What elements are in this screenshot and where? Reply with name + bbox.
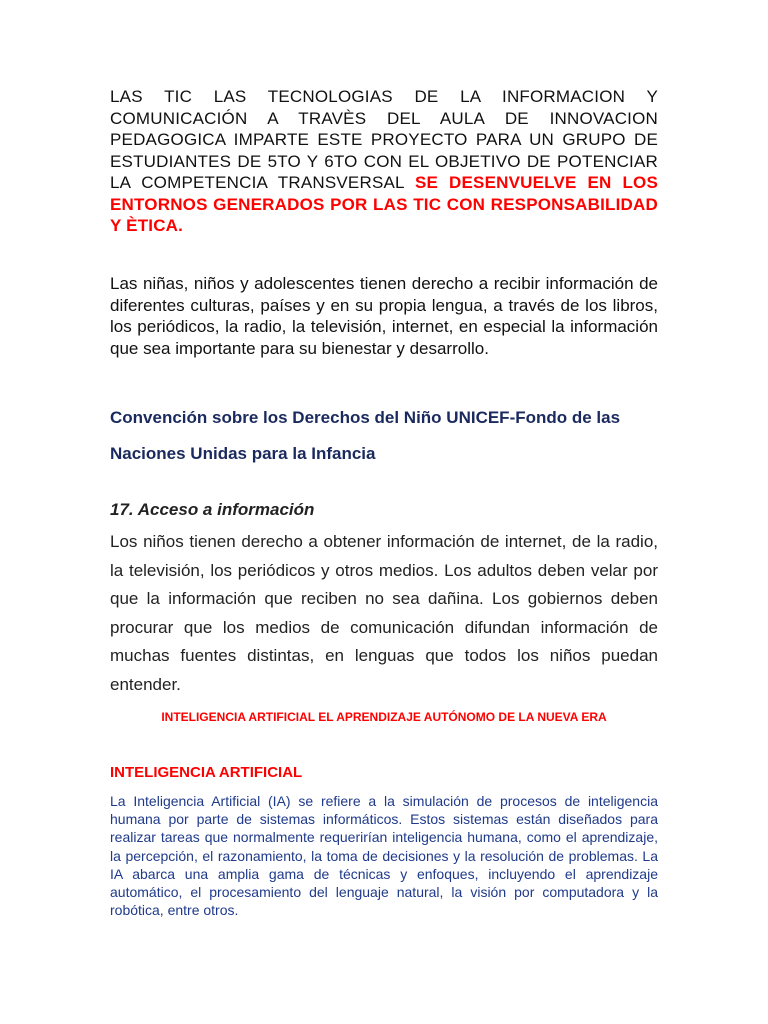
intro-highlight-text: SE DESENVUELVE EN LOS ENTORNOS GENERADOS POR LAS TIC CON RESPONSABILIDAD Y ÈTICA.: [110, 173, 658, 235]
section-17-body: Los niños tienen derecho a obtener información de internet, de la radio, la televisión, los periódicos y otros medios. Los adultos deben velar por que la información que reciben no sea dañina. Los gobiernos deben procurar que los medios de comunicación difundan información de muchas fuentes distintas, en lenguas que todos los niños puedan entender.: [110, 532, 658, 694]
intro-paragraph: [110, 86, 658, 237]
convention-heading: Convención sobre los Derechos del Niño UNICEF-Fondo de las Naciones Unidas para la Infancia: [110, 408, 621, 463]
ia-body: La Inteligencia Artificial (IA) se refiere a la simulación de procesos de inteligencia humana por parte de sistemas informáticos. Estos sistemas están diseñados para realizar tareas que normalmente requerirían inteligencia humana, como el aprendizaje, la percepción, el razonamiento, la toma de decisiones y la resolución de problemas. La IA abarca una amplia gama de técnicas y enfoques, incluyendo el aprendizaje automático, el procesamiento del lenguaje natural, la visión por computadora y la robótica, entre otros.: [110, 793, 658, 919]
section-17-heading: 17. Acceso a información: [110, 500, 315, 519]
rights-paragraph: Las niñas, niños y adolescentes tienen derecho a recibir información de diferentes culturas, países y en su propia lengua, a través de los libros, los periódicos, la radio, la televisión, internet, en especial la información que sea importante para su bienestar y desarrollo.: [110, 274, 658, 358]
intro-lead-text: LAS TIC LAS TECNOLOGIAS DE LA INFORMACION Y COMUNICACIÓN A TRAVÈS DEL AULA DE INNOVACION PEDAGOGICA IMPARTE ESTE PROYECTO PARA UN GRUPO DE ESTUDIANTES DE 5TO Y 6TO CON EL OBJETIVO DE POTENCIAR LA COMPETENCIA TRANSVERSAL: [110, 87, 658, 192]
ia-title: INTELIGENCIA ARTIFICIAL EL APRENDIZAJE AUTÓNOMO DE LA NUEVA ERA: [161, 710, 607, 724]
ia-heading: INTELIGENCIA ARTIFICIAL: [110, 764, 303, 781]
